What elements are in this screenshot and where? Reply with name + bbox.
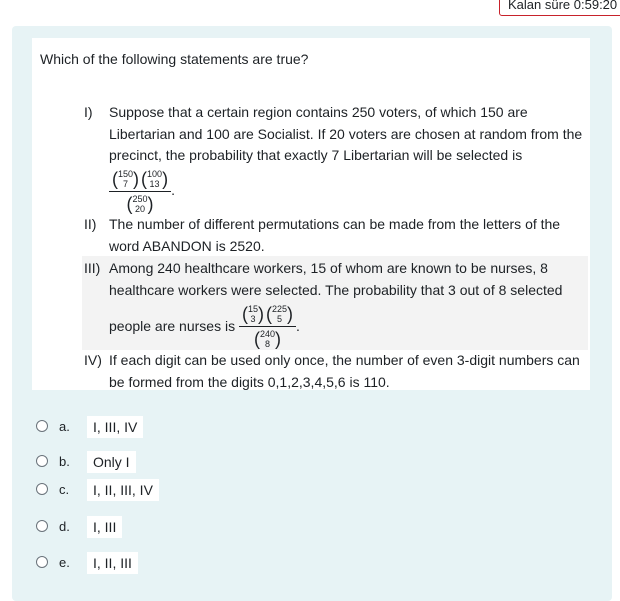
option-text[interactable]: I, III [87, 516, 122, 538]
binom-n: 240 [259, 329, 275, 339]
question-text-box [32, 38, 590, 390]
option-letter: b. [59, 454, 70, 469]
statement-text: Among 240 healthcare workers, 15 of whom are known to be nurses, 8 healthcare workers were selected. The probability that 3 out of 8 selected [109, 260, 563, 298]
formula-period: . [296, 317, 300, 334]
option-text[interactable]: Only I [87, 451, 136, 473]
binom-n: 225 [271, 304, 288, 314]
binom-n: 250 [132, 193, 148, 204]
binom-n: 100 [147, 168, 163, 179]
statement-text: If each digit can be used only once, the number of even 3-digit numbers can be formed from the digits 0,1,2,3,4,5,6 is 110. [109, 352, 580, 390]
binom-n: 150 [118, 168, 134, 179]
formula-period: . [171, 181, 175, 198]
binom-n: 15 [247, 304, 258, 314]
option-text[interactable]: I, II, III [87, 552, 138, 574]
probability-formula: people are nurses is ( 15 3 ) ( 225 5 ) ( 240 8 ) . [109, 304, 300, 349]
statement-number: IV) [84, 352, 102, 368]
radio-button[interactable] [36, 483, 48, 495]
probability-formula: ( 150 7 ) ( 100 13 ) ( 250 20 ) . [109, 169, 584, 214]
option-text[interactable]: I, III, IV [87, 416, 143, 438]
binom-k: 8 [264, 339, 270, 349]
statement-number: III) [84, 260, 101, 276]
radio-button[interactable] [36, 556, 48, 568]
option-letter: e. [59, 555, 70, 570]
question-title: Which of the following statements are true? [40, 51, 309, 67]
binom-k: 3 [250, 314, 256, 324]
time-remaining: Kalan süre 0:59:20 [499, 0, 620, 16]
option-letter: a. [59, 419, 70, 434]
statement-text: Suppose that a certain region contains 250 voters, of which 150 are Libertarian and 100 are Socialist. If 20 voters are chosen at random from the precinct, the probability that exactly 7 Libertarian will be selected is [109, 104, 583, 163]
binom-k: 7 [123, 178, 129, 189]
question-panel [12, 26, 612, 601]
statement-number: I) [84, 104, 93, 120]
statement-text: The number of different permutations can be made from the letters of the word ABANDON is 2520. [109, 216, 561, 254]
radio-button[interactable] [36, 420, 48, 432]
option-letter: c. [59, 482, 70, 497]
option-text[interactable]: I, II, III, IV [87, 479, 159, 501]
binom-k: 5 [276, 314, 282, 324]
radio-button[interactable] [36, 455, 48, 467]
binom-k: 13 [149, 178, 160, 189]
statement-number: II) [84, 216, 97, 232]
binom-k: 20 [135, 203, 146, 214]
statement-text-cont: people are nurses is [109, 317, 236, 334]
option-letter: d. [59, 519, 70, 534]
radio-button[interactable] [36, 520, 48, 532]
